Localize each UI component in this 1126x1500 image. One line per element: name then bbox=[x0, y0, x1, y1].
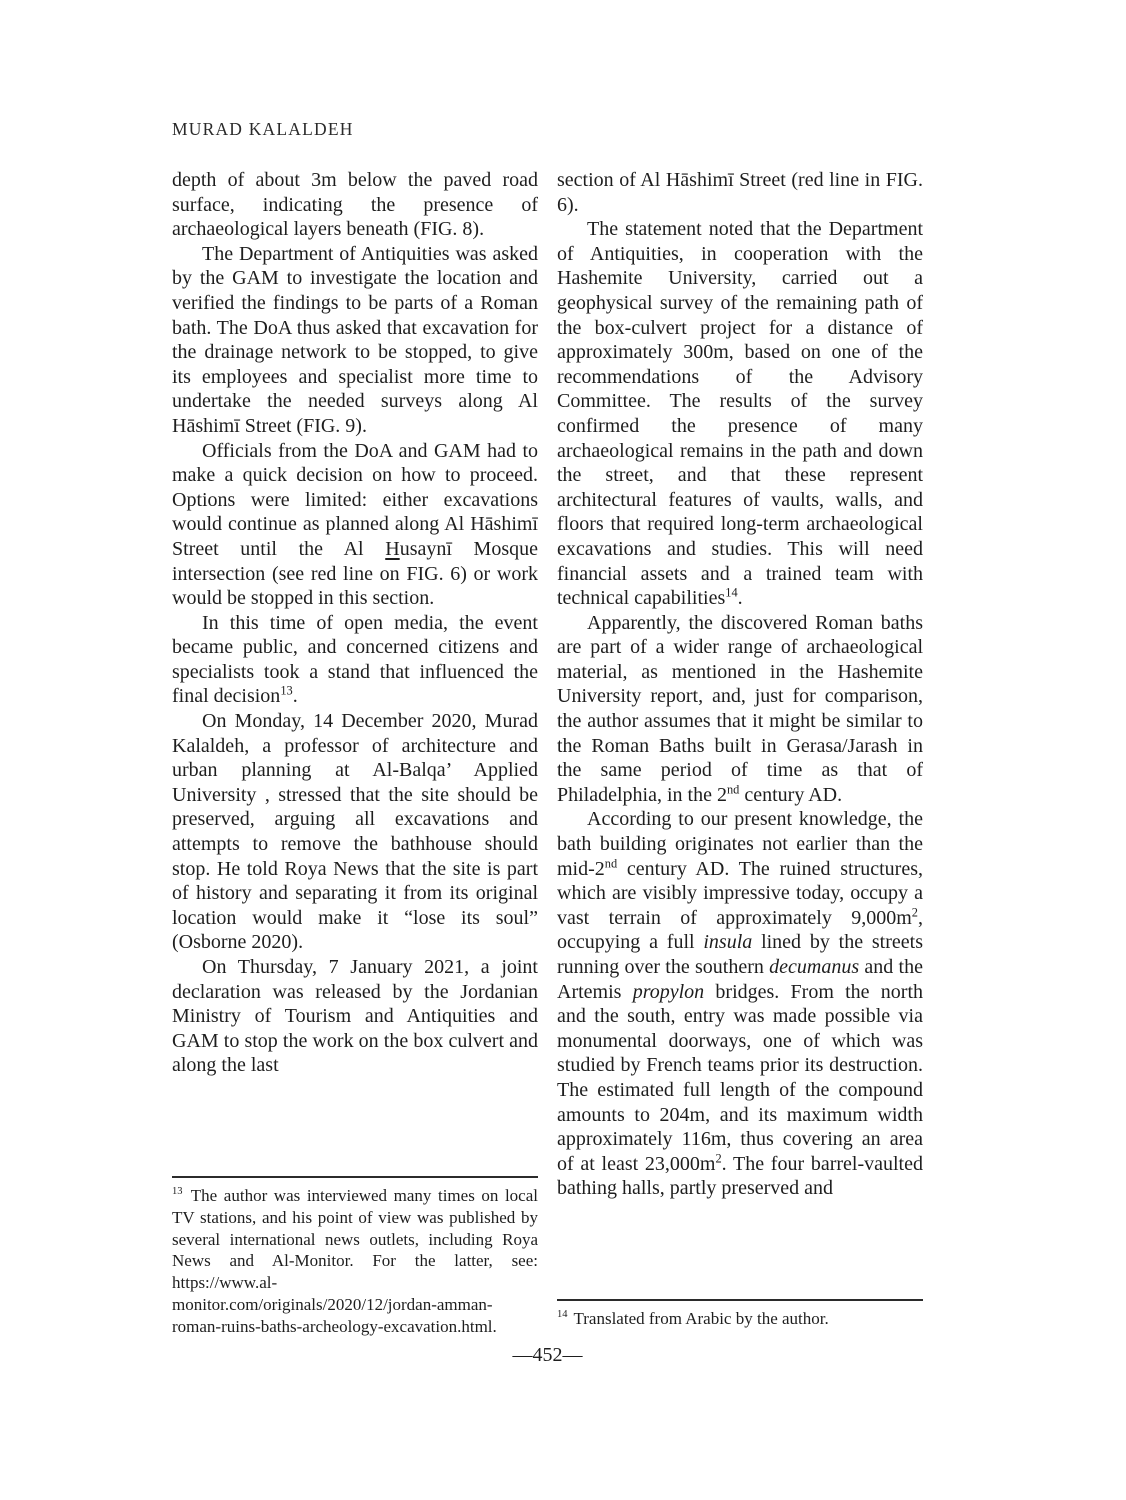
text-column-right bbox=[557, 168, 923, 1294]
page-number: —452— bbox=[512, 1344, 583, 1366]
footnote-14 bbox=[557, 1299, 923, 1330]
paragraph: On Thursday, 7 January 2021, a joint declaration was released by the Jordanian Ministry of Tourism and Antiquities and GAM to stop the work on the box culvert and along the last bbox=[172, 956, 538, 1077]
footnote-separator-rule bbox=[557, 1299, 923, 1301]
footnote-marker: 13 bbox=[172, 1186, 183, 1198]
paragraph: The Department of Antiquities was asked by the GAM to investigate the location and verified the findings to be parts of a Roman bath. The DoA thus asked that excavation for the drainage network to be stopped, to give its employees and specialist more time to undertake the needed surveys along Al Hāshimī Street (FIG. 9). bbox=[172, 242, 538, 437]
running-head: MURAD KALALDEH bbox=[172, 119, 354, 139]
paragraph: section of Al Hāshimī Street (red line in FIG. 6). bbox=[557, 169, 923, 216]
paragraph: depth of about 3m below the paved road surface, indicating the presence of archaeological layers beneath (FIG. 8). bbox=[172, 169, 538, 241]
text-column-left bbox=[172, 168, 538, 1170]
paragraph: Apparently, the discovered Roman baths are part of a wider range of archaeological material, as mentioned in the Hashemite University report, and, just for comparison, the author assumes that it might be similar to the Roman Baths built in Gerasa/Jarash in the same period of time as that of Philadelphia, in the 2nd century AD. bbox=[557, 611, 923, 806]
paragraph: In this time of open media, the event became public, and concerned citizens and specialists took a stand that influenced the final decision$^{13}$. bbox=[172, 611, 538, 708]
paragraph: The statement noted that the Department of Antiquities, in cooperation with the Hashemite University, carried out a geophysical survey of the remaining path of the box-culvert project for a distance of approximately 300m, based on one of the recommendations of the Advisory Committee. The results of the survey confirmed the presence of many archaeological remains in the path and down the street, and that these represent architectural features of vaults, walls, and floors that required long-term archaeological excavations and studies. This will need financial assets and a trained team with technical capabilities$^{14}$. bbox=[557, 218, 923, 610]
footnote-text: $^{13}$ The author was interviewed many times on local TV stations, and his point of view was published by several international news outlets, including Roya News and Al-Monitor. For the latter, see: https://www.al-monitor.com/originals/2020/12/jordan-amman-roman-ruins-baths-archeology-excavation.html. bbox=[172, 1186, 538, 1336]
footnote-13 bbox=[172, 1176, 538, 1338]
paragraph: On Monday, 14 December 2020, Murad Kalaldeh, a professor of architecture and urban planning at Al-Balqa’ Applied University , stressed that the site should be preserved, arguing all excavations and attempts to remove the bathhouse should stop. He told Roya News that the site is part of history and separating it from its original location would make it “lose its soul” (Osborne 2020). bbox=[172, 710, 538, 954]
paragraph: According to our present knowledge, the bath building originates not earlier than the mid-2nd century AD. The ruined structures, which are visibly impressive today, occupy a vast terrain of approximately $9,000m^2$, occupying a full insula lined by the streets running over the southern decumanus and the Artemis propylon bridges. From the north and the south, entry was made possible via monumental doorways, one of which was studied by French teams prior its destruction. The estimated full length of the compound amounts to 204m, and its maximum width approximately 116m, thus covering an area of at least $23,000m^2$. The four barrel-vaulted bathing halls, partly preserved and bbox=[557, 808, 923, 1200]
footnote-separator-rule bbox=[172, 1176, 538, 1178]
paragraph: Officials from the DoA and GAM had to make a quick decision on how to proceed. Options were limited: either excavations would continue as planned along Al Hāshimī Street until the Al Husaynī Mosque intersection (see red line on FIG. 6) or work would be stopped in this section. bbox=[172, 439, 538, 610]
footnote-marker: 14 bbox=[557, 1309, 568, 1321]
footnote-text: $^{14}$ Translated from Arabic by the author. bbox=[557, 1309, 829, 1328]
